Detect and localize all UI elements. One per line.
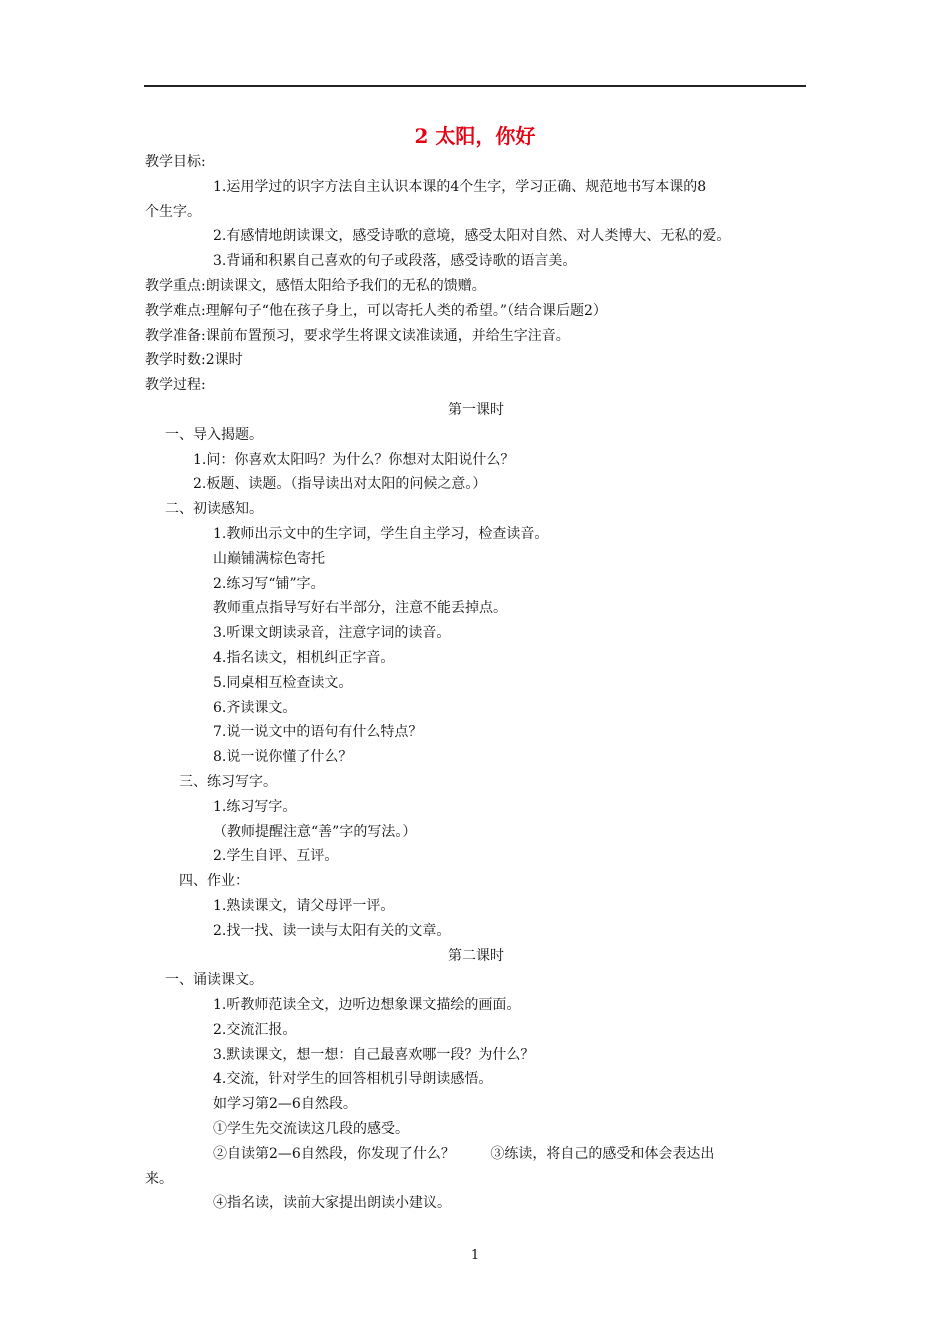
text-line: 教学过程: <box>145 377 206 394</box>
text-line: 3.听课文朗读录音，注意字词的读音。 <box>213 625 451 642</box>
text-line: 2.交流汇报。 <box>213 1021 297 1038</box>
text-line: 一、导入揭题。 <box>165 426 263 443</box>
text-line: 三、练习写字。 <box>179 773 277 790</box>
text-line: 四、作业： <box>179 873 249 890</box>
text-line: 1.听教师范读全文，边听边想象课文描绘的画面。 <box>213 997 521 1014</box>
text-line: 教学重点:朗读课文，感悟太阳给予我们的无私的馈赠。 <box>145 277 486 294</box>
text-line: 教学目标: <box>145 154 206 170</box>
text-line: 1.运用学过的识字方法自主认识本课的4个生字，学习正确、规范地书写本课的8 <box>213 178 707 195</box>
text-line: 来。 <box>145 1170 173 1187</box>
text-line: 5.同桌相互检查读文。 <box>213 674 353 691</box>
text-line: 4.指名读文，相机纠正字音。 <box>213 649 395 666</box>
text-line: 2.有感情地朗读课文，感受诗歌的意境，感受太阳对自然、对人类博大、无私的爱。 <box>213 228 731 245</box>
text-line: 3.默读课文，想一想：自己最喜欢哪一段？为什么？ <box>213 1046 535 1063</box>
section-heading: 第一课时 <box>448 401 504 418</box>
text-line: 如学习第2—6自然段。 <box>213 1096 357 1113</box>
text-line: 教学难点:理解句子“他在孩子身上，可以寄托人类的希望。”（结合课后题2） <box>145 302 607 319</box>
text-line: 山巅铺满棕色寄托 <box>213 550 325 567</box>
document-title: 2 太阳，你好 <box>414 124 536 148</box>
text-line: 2.找一找、读一读与太阳有关的文章。 <box>213 922 451 939</box>
text-line: 3.背诵和积累自己喜欢的句子或段落，感受诗歌的语言美。 <box>213 253 577 270</box>
text-line: 教学时数:2课时 <box>145 352 243 369</box>
text-line: 一、诵读课文。 <box>165 972 263 989</box>
text-line: 4.交流，针对学生的回答相机引导朗读感悟。 <box>213 1071 493 1088</box>
text-line: 1.练习写字。 <box>213 798 297 815</box>
text-line: 2.板题、读题。（指导读出对太阳的问候之意。） <box>193 476 487 493</box>
text-line: 2.学生自评、互评。 <box>213 848 339 865</box>
text-line: ②自读第2—6自然段，你发现了什么？ ③练读，将自己的感受和体会表达出 <box>213 1145 715 1162</box>
text-line: 1.教师出示文中的生字词，学生自主学习，检查读音。 <box>213 525 549 542</box>
text-line: 教学准备:课前布置预习，要求学生将课文读准读通，并给生字注音。 <box>145 327 570 344</box>
text-line: 二、初读感知。 <box>165 501 263 518</box>
section-heading: 第二课时 <box>448 947 504 964</box>
text-line: 个生字。 <box>145 203 201 220</box>
text-line: 8.说一说你懂了什么？ <box>213 749 353 766</box>
text-line: 7.说一说文中的语句有什么特点？ <box>213 724 423 741</box>
text-line: 1.问：你喜欢太阳吗？为什么？你想对太阳说什么？ <box>193 451 515 468</box>
text-line: 教师重点指导写好右半部分，注意不能丢掉点。 <box>213 600 507 617</box>
text-line: ①学生先交流读这几段的感受。 <box>213 1121 409 1138</box>
page-number: 1 <box>470 1248 480 1263</box>
document-body <box>145 150 807 1216</box>
text-line: ④指名读，读前大家提出朗读小建议。 <box>213 1195 451 1212</box>
text-line: 6.齐读课文。 <box>213 699 297 716</box>
text-line: 1.熟读课文，请父母评一评。 <box>213 897 395 914</box>
header-rule <box>144 85 806 87</box>
text-line: 2.练习写“铺”字。 <box>213 575 325 592</box>
text-line: （教师提醒注意“善”字的写法。） <box>213 823 417 840</box>
